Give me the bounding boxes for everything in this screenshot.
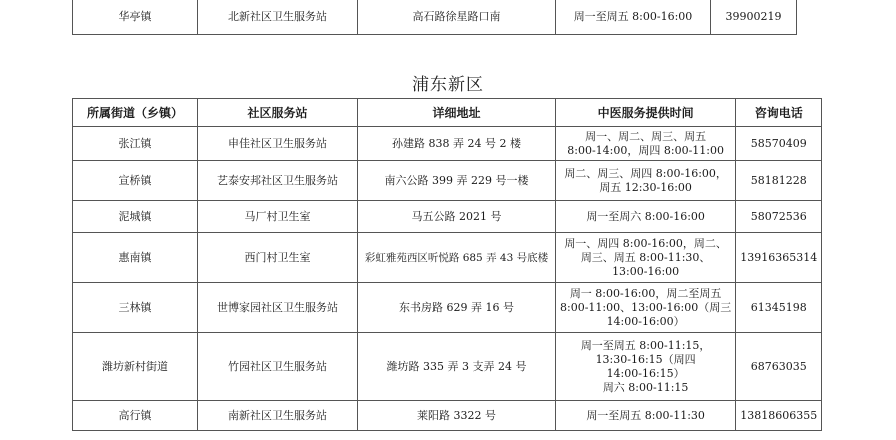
hours-cell: 周一至周五 8:00-11:30 <box>556 401 736 431</box>
header-phone: 咨询电话 <box>736 99 822 127</box>
previous-district-table <box>72 0 797 35</box>
header-address: 详细地址 <box>358 99 556 127</box>
address-cell: 孙建路 838 弄 24 号 2 楼 <box>358 127 556 161</box>
hours-cell: 周一、周二、周三、周五 8:00-14:00，周四 8:00-11:00 <box>556 127 736 161</box>
hours-cell: 周一至周五 8:00-16:00 <box>556 0 711 35</box>
table-row <box>73 201 822 233</box>
header-hours: 中医服务提供时间 <box>556 99 736 127</box>
town-cell: 泥城镇 <box>73 201 198 233</box>
table-row <box>73 127 822 161</box>
station-cell: 马厂村卫生室 <box>198 201 358 233</box>
hours-cell: 周一 8:00-16:00，周二至周五 8:00-11:00、13:00-16:00（周三 14:00-16:00） <box>556 283 736 333</box>
table-row <box>73 333 822 401</box>
phone-cell: 13818606355 <box>736 401 822 431</box>
phone-cell: 61345198 <box>736 283 822 333</box>
address-cell: 高石路徐星路口南 <box>358 0 556 35</box>
town-cell: 三林镇 <box>73 283 198 333</box>
header-station: 社区服务站 <box>198 99 358 127</box>
table-row <box>73 0 797 35</box>
section-title: 浦东新区 <box>412 75 484 95</box>
hours-cell: 周二、周三、周四 8:00-16:00， 周五 12:30-16:00 <box>556 161 736 201</box>
phone-cell: 13916365314 <box>736 233 822 283</box>
phone-cell: 58570409 <box>736 127 822 161</box>
hours-cell: 周一、周四 8:00-16:00，周二、 周三、周五 8:00-11:30、 13:00-16:00 <box>556 233 736 283</box>
table-row <box>73 161 822 201</box>
station-cell: 竹园社区卫生服务站 <box>198 333 358 401</box>
address-cell: 彩虹雅苑西区听悦路 685 弄 43 号底楼 <box>358 233 556 283</box>
station-cell: 南新社区卫生服务站 <box>198 401 358 431</box>
table-row <box>73 401 822 431</box>
town-cell: 高行镇 <box>73 401 198 431</box>
address-cell: 马五公路 2021 号 <box>358 201 556 233</box>
hours-cell: 周一至周五 8:00-11:15， 13:30-16:15（周四 14:00-16:15） 周六 8:00-11:15 <box>556 333 736 401</box>
phone-cell: 68763035 <box>736 333 822 401</box>
table-row <box>73 283 822 333</box>
address-cell: 莱阳路 3322 号 <box>358 401 556 431</box>
station-cell: 世博家园社区卫生服务站 <box>198 283 358 333</box>
header-row <box>73 99 822 127</box>
town-cell: 惠南镇 <box>73 233 198 283</box>
town-cell: 华亭镇 <box>73 0 198 35</box>
hours-cell: 周一至周六 8:00-16:00 <box>556 201 736 233</box>
town-cell: 宣桥镇 <box>73 161 198 201</box>
pudong-clinic-table <box>72 98 822 431</box>
phone-cell: 58072536 <box>736 201 822 233</box>
phone-cell: 58181228 <box>736 161 822 201</box>
address-cell: 南六公路 399 弄 229 号一楼 <box>358 161 556 201</box>
station-cell: 艺泰安邦社区卫生服务站 <box>198 161 358 201</box>
table-row <box>73 233 822 283</box>
station-cell: 西门村卫生室 <box>198 233 358 283</box>
header-town: 所属街道（乡镇） <box>73 99 198 127</box>
address-cell: 东书房路 629 弄 16 号 <box>358 283 556 333</box>
address-cell: 潍坊路 335 弄 3 支弄 24 号 <box>358 333 556 401</box>
station-cell: 北新社区卫生服务站 <box>198 0 358 35</box>
town-cell: 潍坊新村街道 <box>73 333 198 401</box>
phone-cell: 39900219 <box>711 0 797 35</box>
town-cell: 张江镇 <box>73 127 198 161</box>
station-cell: 申佳社区卫生服务站 <box>198 127 358 161</box>
